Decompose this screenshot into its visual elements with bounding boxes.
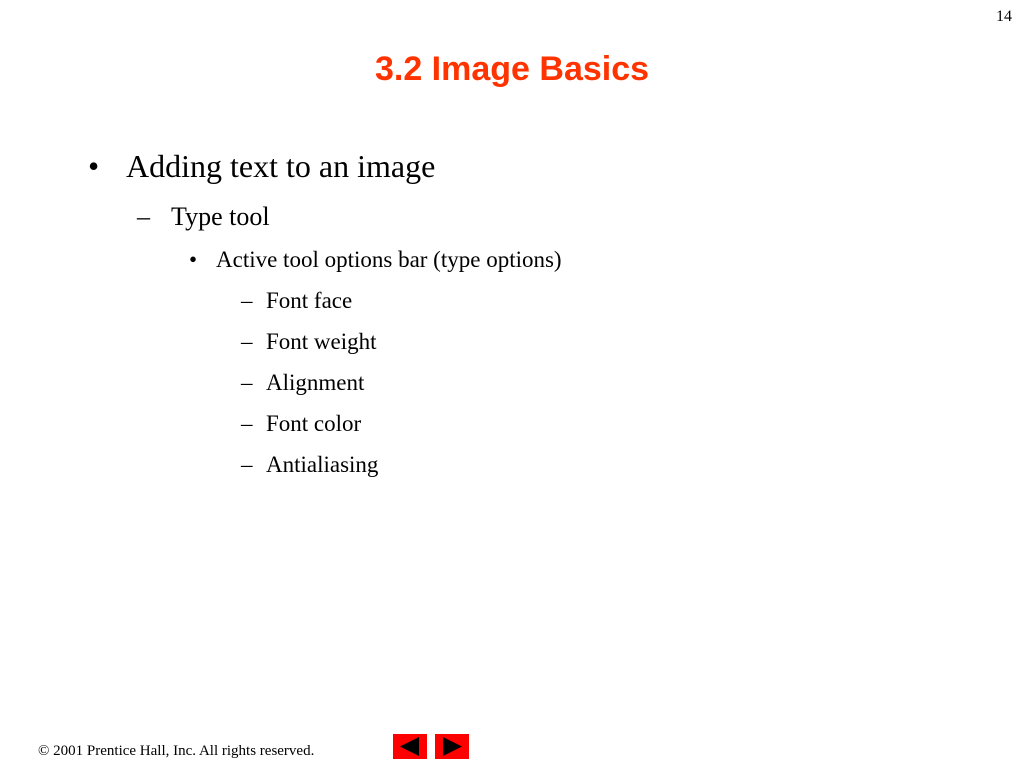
outline-item-level-2: Type tool bbox=[171, 202, 270, 231]
outline-item-level-4: Font color bbox=[266, 411, 362, 436]
outline-item-level-4: Font weight bbox=[266, 329, 377, 354]
outline-item-level-4: Alignment bbox=[266, 370, 365, 395]
arrow-right-icon bbox=[435, 734, 469, 759]
bullet-level-4: – bbox=[241, 452, 253, 477]
outline-item-level-4: Antialiasing bbox=[266, 452, 379, 477]
bullet-level-4: – bbox=[241, 329, 253, 354]
bullet-level-4: – bbox=[241, 411, 253, 436]
footer-copyright bbox=[38, 743, 314, 760]
page-number: 14 bbox=[996, 8, 1012, 25]
bullet-level-2: – bbox=[137, 202, 150, 231]
outline-item-level-4: Font face bbox=[266, 288, 353, 313]
next-slide-button[interactable] bbox=[435, 734, 469, 759]
previous-slide-button[interactable] bbox=[393, 734, 427, 759]
arrow-left-icon bbox=[393, 734, 427, 759]
copyright-text: 2001 Prentice Hall, Inc. All rights reserved. bbox=[49, 743, 315, 759]
slide-title: 3.2 Image Basics bbox=[374, 50, 650, 88]
outline-item-level-1: Adding text to an image bbox=[126, 148, 436, 184]
bullet-level-3: • bbox=[189, 247, 198, 272]
copyright-symbol: © bbox=[38, 743, 50, 759]
bullet-level-4: – bbox=[241, 288, 253, 313]
outline-item-level-3: Active tool options bar (type options) bbox=[216, 247, 562, 272]
bullet-level-1: • bbox=[88, 148, 100, 184]
bullet-level-4: – bbox=[241, 370, 253, 395]
